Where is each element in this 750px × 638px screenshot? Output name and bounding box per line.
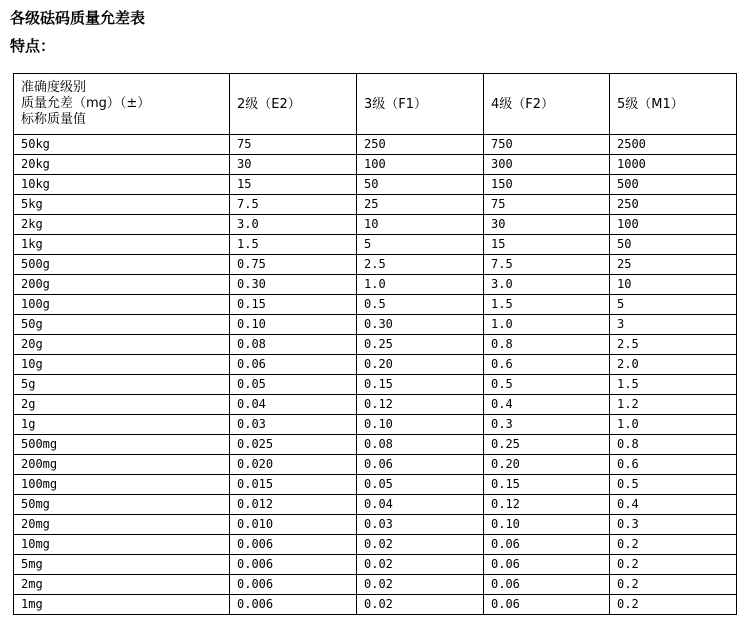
e2-tolerance-cell: 0.15	[230, 295, 357, 315]
weight-tolerance-table	[13, 73, 737, 615]
f2-tolerance-cell: 0.4	[484, 395, 610, 415]
table-row	[14, 175, 737, 195]
f2-tolerance-cell: 0.20	[484, 455, 610, 475]
nominal-mass-cell: 2mg	[14, 575, 230, 595]
m1-tolerance-cell: 50	[610, 235, 737, 255]
nominal-mass-cell: 200mg	[14, 455, 230, 475]
m1-tolerance-cell: 0.2	[610, 535, 737, 555]
f2-tolerance-cell: 75	[484, 195, 610, 215]
nominal-mass-cell: 10kg	[14, 175, 230, 195]
page-title: 各级砝码质量允差表	[10, 9, 146, 27]
table-row	[14, 135, 737, 155]
header-corner-cell	[14, 74, 230, 135]
f1-tolerance-cell: 0.02	[357, 535, 484, 555]
f1-tolerance-cell: 100	[357, 155, 484, 175]
f1-tolerance-cell: 250	[357, 135, 484, 155]
e2-tolerance-cell: 0.30	[230, 275, 357, 295]
e2-tolerance-cell: 0.006	[230, 555, 357, 575]
f2-tolerance-cell: 3.0	[484, 275, 610, 295]
header-nominal-mass-label: 标称质量值	[21, 112, 87, 127]
e2-tolerance-cell: 30	[230, 155, 357, 175]
nominal-mass-cell: 100mg	[14, 475, 230, 495]
nominal-mass-cell: 5kg	[14, 195, 230, 215]
f2-tolerance-cell: 0.15	[484, 475, 610, 495]
column-header-e2-label: 2级（E2）	[237, 96, 301, 112]
f1-tolerance-cell: 0.06	[357, 455, 484, 475]
m1-tolerance-cell: 2500	[610, 135, 737, 155]
table-row	[14, 255, 737, 275]
nominal-mass-cell: 5mg	[14, 555, 230, 575]
f1-tolerance-cell: 0.08	[357, 435, 484, 455]
nominal-mass-cell: 100g	[14, 295, 230, 315]
m1-tolerance-cell: 100	[610, 215, 737, 235]
table-row	[14, 355, 737, 375]
table-row	[14, 415, 737, 435]
table-row	[14, 295, 737, 315]
f2-tolerance-cell: 150	[484, 175, 610, 195]
f1-tolerance-cell: 25	[357, 195, 484, 215]
f1-tolerance-cell: 0.04	[357, 495, 484, 515]
f2-tolerance-cell: 0.06	[484, 575, 610, 595]
table-row	[14, 235, 737, 255]
features-label: 特点：	[10, 37, 56, 55]
table-row	[14, 475, 737, 495]
f1-tolerance-cell: 0.03	[357, 515, 484, 535]
nominal-mass-cell: 500mg	[14, 435, 230, 455]
nominal-mass-cell: 1g	[14, 415, 230, 435]
e2-tolerance-cell: 0.05	[230, 375, 357, 395]
nominal-mass-cell: 50mg	[14, 495, 230, 515]
e2-tolerance-cell: 0.75	[230, 255, 357, 275]
table-row	[14, 155, 737, 175]
column-header-m1-label: 5级（M1）	[617, 96, 684, 112]
f1-tolerance-cell: 0.30	[357, 315, 484, 335]
header-accuracy-class-label: 准确度级别	[21, 80, 87, 95]
table-row	[14, 495, 737, 515]
f2-tolerance-cell: 0.06	[484, 555, 610, 575]
e2-tolerance-cell: 7.5	[230, 195, 357, 215]
column-header-f1-label: 3级（F1）	[364, 96, 428, 112]
table-row	[14, 395, 737, 415]
e2-tolerance-cell: 0.010	[230, 515, 357, 535]
nominal-mass-cell: 20mg	[14, 515, 230, 535]
nominal-mass-cell: 50g	[14, 315, 230, 335]
f1-tolerance-cell: 0.12	[357, 395, 484, 415]
m1-tolerance-cell: 1000	[610, 155, 737, 175]
nominal-mass-cell: 10mg	[14, 535, 230, 555]
e2-tolerance-cell: 0.015	[230, 475, 357, 495]
table-row	[14, 275, 737, 295]
f2-tolerance-cell: 0.12	[484, 495, 610, 515]
m1-tolerance-cell: 0.5	[610, 475, 737, 495]
f1-tolerance-cell: 0.15	[357, 375, 484, 395]
nominal-mass-cell: 20kg	[14, 155, 230, 175]
nominal-mass-cell: 2kg	[14, 215, 230, 235]
m1-tolerance-cell: 2.0	[610, 355, 737, 375]
m1-tolerance-cell: 0.3	[610, 515, 737, 535]
nominal-mass-cell: 10g	[14, 355, 230, 375]
f2-tolerance-cell: 300	[484, 155, 610, 175]
table-row	[14, 435, 737, 455]
m1-tolerance-cell: 1.0	[610, 415, 737, 435]
table-row	[14, 315, 737, 335]
m1-tolerance-cell: 0.8	[610, 435, 737, 455]
f2-tolerance-cell: 0.5	[484, 375, 610, 395]
nominal-mass-cell: 50kg	[14, 135, 230, 155]
f1-tolerance-cell: 0.25	[357, 335, 484, 355]
e2-tolerance-cell: 0.08	[230, 335, 357, 355]
m1-tolerance-cell: 10	[610, 275, 737, 295]
f2-tolerance-cell: 0.6	[484, 355, 610, 375]
m1-tolerance-cell: 500	[610, 175, 737, 195]
column-header-f2-label: 4级（F2）	[491, 96, 555, 112]
f1-tolerance-cell: 1.0	[357, 275, 484, 295]
f1-tolerance-cell: 0.05	[357, 475, 484, 495]
table-row	[14, 215, 737, 235]
table-row	[14, 375, 737, 395]
table-row	[14, 195, 737, 215]
header-tolerance-label: 质量允差（mg）（±）	[21, 96, 151, 111]
e2-tolerance-cell: 1.5	[230, 235, 357, 255]
m1-tolerance-cell: 0.4	[610, 495, 737, 515]
table-body	[14, 74, 737, 615]
e2-tolerance-cell: 0.025	[230, 435, 357, 455]
e2-tolerance-cell: 15	[230, 175, 357, 195]
f1-tolerance-cell: 0.10	[357, 415, 484, 435]
table-row	[14, 515, 737, 535]
nominal-mass-cell: 5g	[14, 375, 230, 395]
column-header-m1	[610, 74, 737, 135]
e2-tolerance-cell: 0.020	[230, 455, 357, 475]
e2-tolerance-cell: 0.012	[230, 495, 357, 515]
e2-tolerance-cell: 0.006	[230, 595, 357, 615]
f2-tolerance-cell: 0.25	[484, 435, 610, 455]
column-header-f2	[484, 74, 610, 135]
table-row	[14, 555, 737, 575]
m1-tolerance-cell: 2.5	[610, 335, 737, 355]
m1-tolerance-cell: 0.2	[610, 575, 737, 595]
nominal-mass-cell: 500g	[14, 255, 230, 275]
nominal-mass-cell: 1mg	[14, 595, 230, 615]
f1-tolerance-cell: 0.02	[357, 575, 484, 595]
f2-tolerance-cell: 0.10	[484, 515, 610, 535]
e2-tolerance-cell: 0.04	[230, 395, 357, 415]
column-header-f1	[357, 74, 484, 135]
m1-tolerance-cell: 0.2	[610, 595, 737, 615]
f1-tolerance-cell: 10	[357, 215, 484, 235]
table-row	[14, 535, 737, 555]
f2-tolerance-cell: 0.8	[484, 335, 610, 355]
e2-tolerance-cell: 0.006	[230, 535, 357, 555]
m1-tolerance-cell: 3	[610, 315, 737, 335]
m1-tolerance-cell: 0.2	[610, 555, 737, 575]
f2-tolerance-cell: 0.06	[484, 535, 610, 555]
f1-tolerance-cell: 0.02	[357, 595, 484, 615]
m1-tolerance-cell: 25	[610, 255, 737, 275]
nominal-mass-cell: 1kg	[14, 235, 230, 255]
table-header-row	[14, 74, 737, 135]
f2-tolerance-cell: 15	[484, 235, 610, 255]
e2-tolerance-cell: 0.006	[230, 575, 357, 595]
m1-tolerance-cell: 5	[610, 295, 737, 315]
table-row	[14, 455, 737, 475]
f2-tolerance-cell: 1.5	[484, 295, 610, 315]
table-row	[14, 335, 737, 355]
e2-tolerance-cell: 75	[230, 135, 357, 155]
m1-tolerance-cell: 250	[610, 195, 737, 215]
f2-tolerance-cell: 0.3	[484, 415, 610, 435]
f2-tolerance-cell: 750	[484, 135, 610, 155]
f1-tolerance-cell: 0.5	[357, 295, 484, 315]
m1-tolerance-cell: 1.5	[610, 375, 737, 395]
e2-tolerance-cell: 3.0	[230, 215, 357, 235]
nominal-mass-cell: 20g	[14, 335, 230, 355]
table-row	[14, 575, 737, 595]
f1-tolerance-cell: 50	[357, 175, 484, 195]
f2-tolerance-cell: 30	[484, 215, 610, 235]
f2-tolerance-cell: 1.0	[484, 315, 610, 335]
m1-tolerance-cell: 0.6	[610, 455, 737, 475]
table-row	[14, 595, 737, 615]
column-header-e2	[230, 74, 357, 135]
nominal-mass-cell: 2g	[14, 395, 230, 415]
f1-tolerance-cell: 0.20	[357, 355, 484, 375]
f1-tolerance-cell: 5	[357, 235, 484, 255]
f1-tolerance-cell: 0.02	[357, 555, 484, 575]
f1-tolerance-cell: 2.5	[357, 255, 484, 275]
m1-tolerance-cell: 1.2	[610, 395, 737, 415]
e2-tolerance-cell: 0.06	[230, 355, 357, 375]
e2-tolerance-cell: 0.10	[230, 315, 357, 335]
nominal-mass-cell: 200g	[14, 275, 230, 295]
f2-tolerance-cell: 7.5	[484, 255, 610, 275]
f2-tolerance-cell: 0.06	[484, 595, 610, 615]
e2-tolerance-cell: 0.03	[230, 415, 357, 435]
